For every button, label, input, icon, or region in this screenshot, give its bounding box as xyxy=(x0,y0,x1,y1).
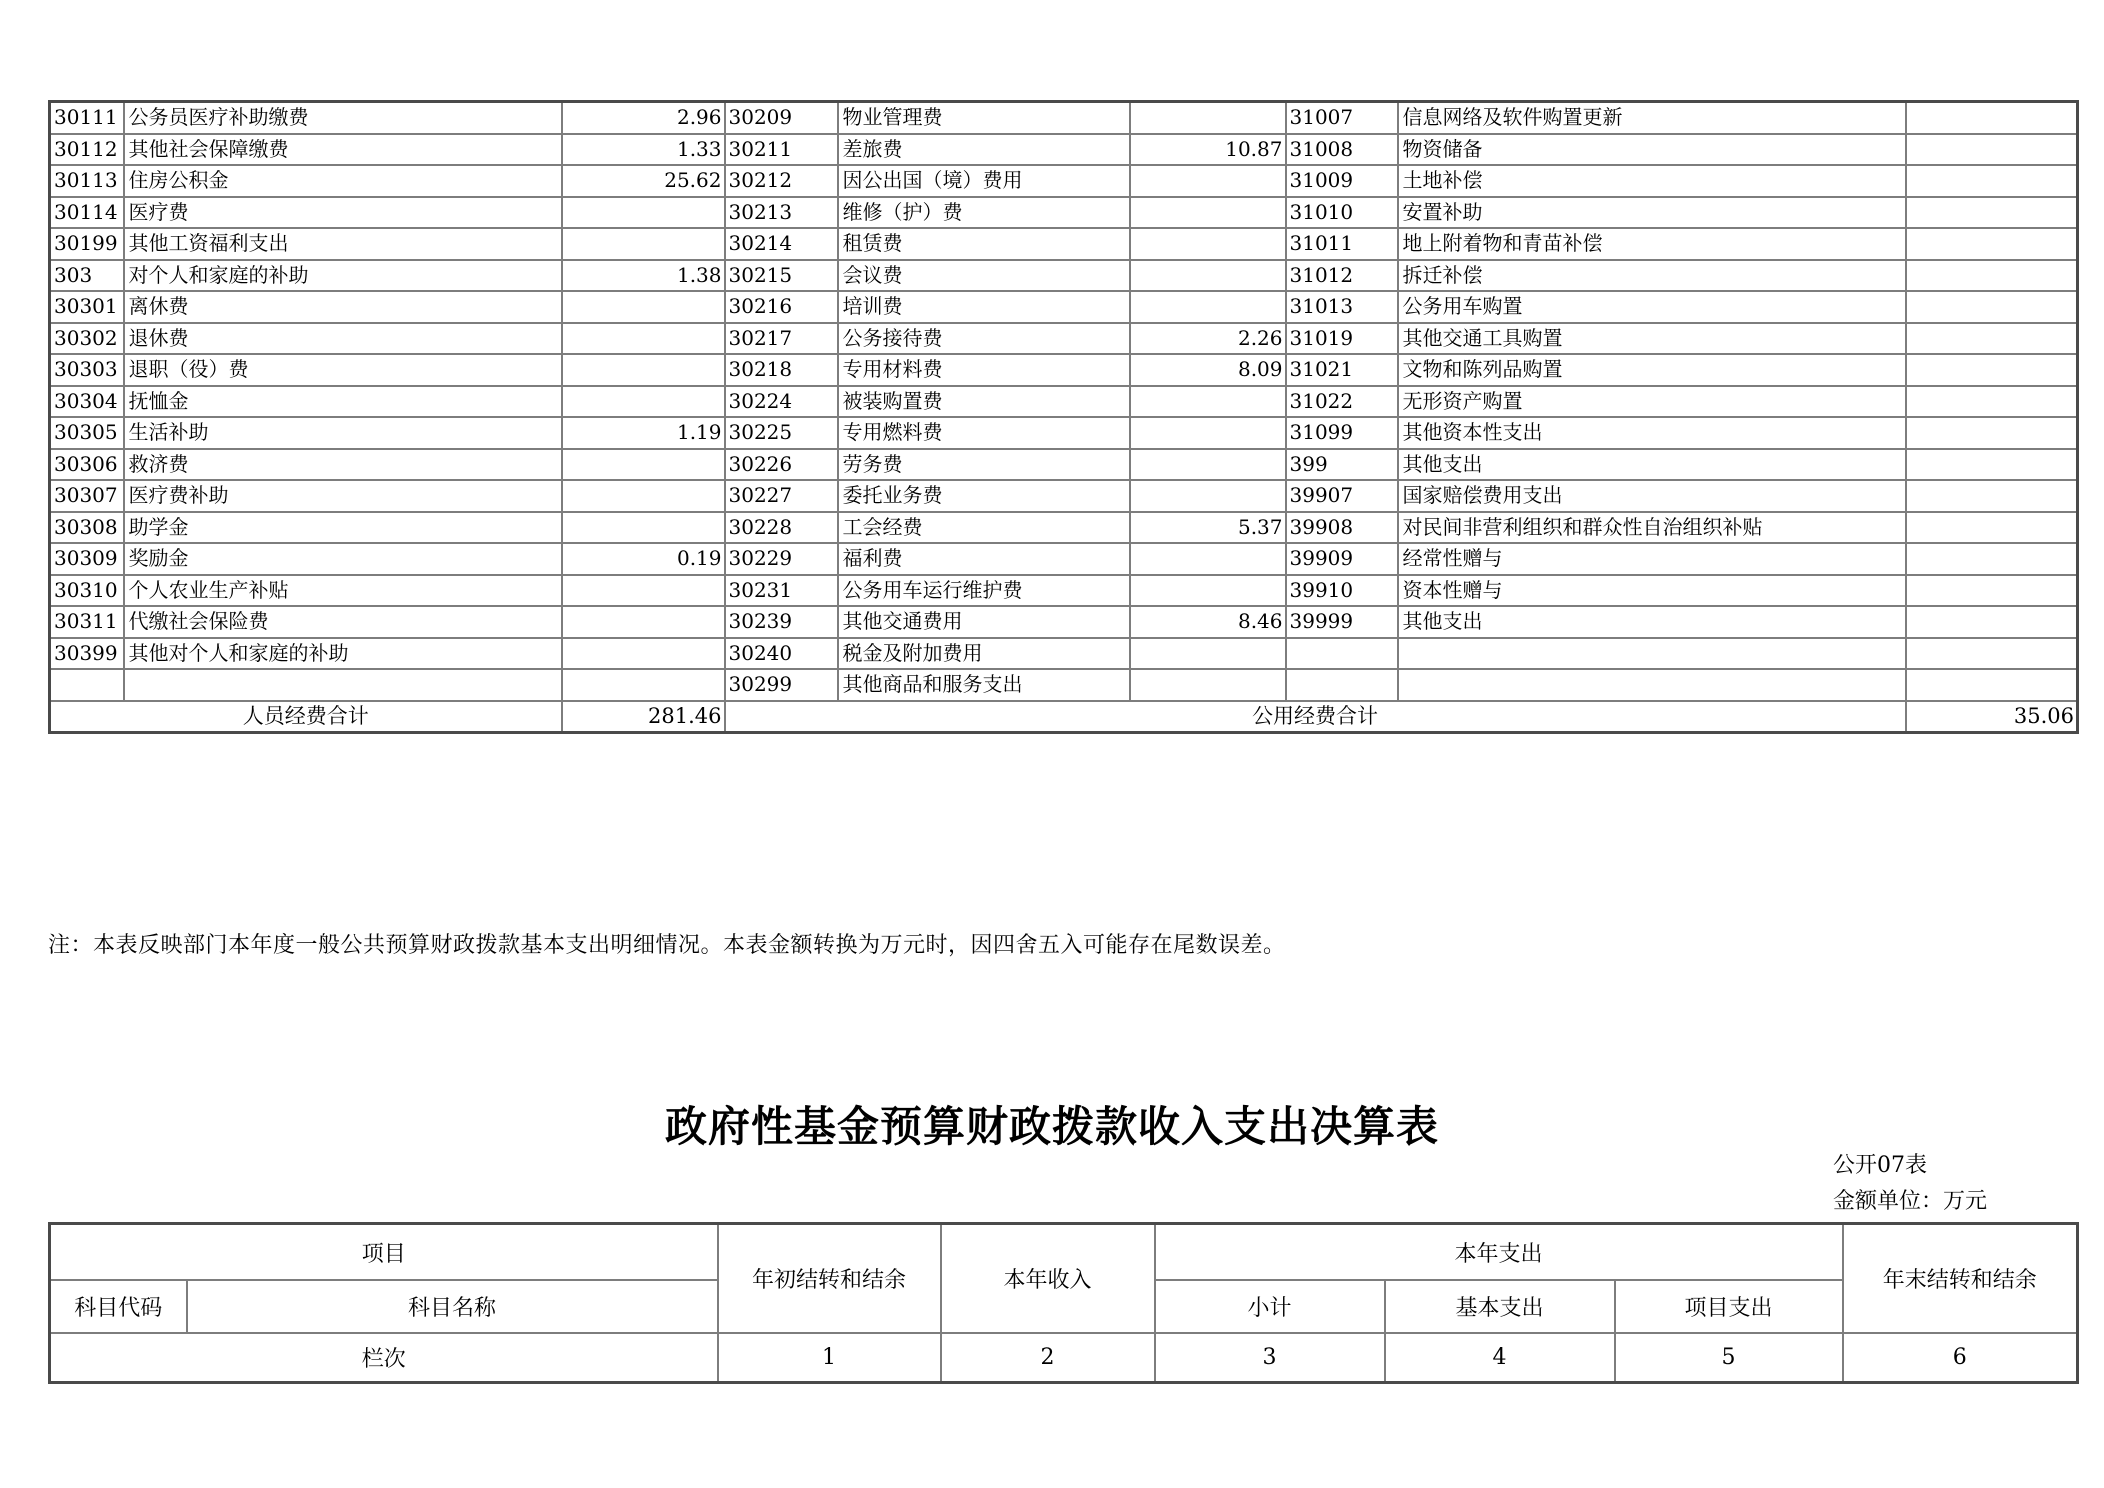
t1-amount-cell xyxy=(562,669,725,701)
table-row xyxy=(50,417,2078,449)
t1-amount-cell: 8.09 xyxy=(1130,354,1286,386)
t1-name-cell xyxy=(1398,669,1906,701)
t1-code-cell: 31008 xyxy=(1286,134,1398,166)
t1-code-cell: 30216 xyxy=(725,291,838,323)
t1-amount-cell xyxy=(562,449,725,481)
t1-name-cell: 其他社会保障缴费 xyxy=(124,134,562,166)
t1-code-cell: 39999 xyxy=(1286,606,1398,638)
t1-amount-cell xyxy=(562,512,725,544)
t1-amount-cell xyxy=(1130,165,1286,197)
project-expense-header: 项目支出 xyxy=(1615,1280,1843,1333)
t1-code-cell: 30299 xyxy=(725,669,838,701)
t1-code-cell: 30114 xyxy=(50,197,124,229)
t1-amount-cell xyxy=(562,197,725,229)
t1-amount-cell xyxy=(1130,197,1286,229)
t1-name-cell: 其他交通费用 xyxy=(838,606,1130,638)
t1-name-cell: 培训费 xyxy=(838,291,1130,323)
t1-name-cell: 其他交通工具购置 xyxy=(1398,323,1906,355)
public-total-value: 35.06 xyxy=(1906,701,2078,733)
t1-amount-cell: 2.26 xyxy=(1130,323,1286,355)
t1-code-cell: 30305 xyxy=(50,417,124,449)
t1-name-cell: 会议费 xyxy=(838,260,1130,292)
table-row xyxy=(50,102,2078,134)
t1-code-cell: 30307 xyxy=(50,480,124,512)
t1-name-cell: 国家赔偿费用支出 xyxy=(1398,480,1906,512)
t1-amount-cell: 8.46 xyxy=(1130,606,1286,638)
t1-name-cell: 劳务费 xyxy=(838,449,1130,481)
t1-code-cell: 30111 xyxy=(50,102,124,134)
t1-amount-cell xyxy=(1906,291,2078,323)
t1-name-cell: 其他资本性支出 xyxy=(1398,417,1906,449)
column-index-5: 5 xyxy=(1615,1333,1843,1383)
t1-code-cell: 31099 xyxy=(1286,417,1398,449)
t1-name-cell: 税金及附加费用 xyxy=(838,638,1130,670)
column-index-1: 1 xyxy=(718,1333,941,1383)
table2-meta xyxy=(1833,1148,1987,1220)
t1-code-cell: 30310 xyxy=(50,575,124,607)
t1-code-cell: 30215 xyxy=(725,260,838,292)
amount-unit-label: 金额单位：万元 xyxy=(1833,1189,1988,1214)
t1-code-cell: 30303 xyxy=(50,354,124,386)
column-index-4: 4 xyxy=(1385,1333,1615,1383)
t1-amount-cell xyxy=(1906,354,2078,386)
t1-code-cell: 30226 xyxy=(725,449,838,481)
t1-name-cell: 其他支出 xyxy=(1398,449,1906,481)
t1-code-cell: 31022 xyxy=(1286,386,1398,418)
t1-amount-cell xyxy=(1906,575,2078,607)
personnel-total-value: 281.46 xyxy=(562,701,725,733)
t1-code-cell: 30302 xyxy=(50,323,124,355)
t1-name-cell: 资本性赠与 xyxy=(1398,575,1906,607)
t1-name-cell: 安置补助 xyxy=(1398,197,1906,229)
t1-code-cell xyxy=(50,669,124,701)
t1-name-cell: 其他支出 xyxy=(1398,606,1906,638)
t1-name-cell: 经常性赠与 xyxy=(1398,543,1906,575)
t1-code-cell: 30209 xyxy=(725,102,838,134)
t1-name-cell: 委托业务费 xyxy=(838,480,1130,512)
t1-code-cell: 31012 xyxy=(1286,260,1398,292)
begin-balance-header: 年初结转和结余 xyxy=(718,1224,941,1334)
t1-amount-cell xyxy=(1906,102,2078,134)
t1-amount-cell xyxy=(1906,323,2078,355)
table-row xyxy=(50,669,2078,701)
t1-code-cell: 31009 xyxy=(1286,165,1398,197)
table-row xyxy=(50,386,2078,418)
t1-amount-cell: 1.19 xyxy=(562,417,725,449)
t1-code-cell: 399 xyxy=(1286,449,1398,481)
t1-amount-cell xyxy=(1130,417,1286,449)
t1-name-cell: 无形资产购置 xyxy=(1398,386,1906,418)
t1-amount-cell xyxy=(562,606,725,638)
t1-code-cell: 30229 xyxy=(725,543,838,575)
t1-code-cell: 31011 xyxy=(1286,228,1398,260)
table-row xyxy=(50,134,2078,166)
t1-amount-cell xyxy=(562,575,725,607)
t1-name-cell: 专用材料费 xyxy=(838,354,1130,386)
subject-name-header: 科目名称 xyxy=(187,1280,718,1333)
t1-amount-cell: 1.38 xyxy=(562,260,725,292)
t1-amount-cell xyxy=(1906,228,2078,260)
column-index-3: 3 xyxy=(1155,1333,1385,1383)
t1-amount-cell xyxy=(562,638,725,670)
project-header: 项目 xyxy=(50,1224,718,1281)
t1-amount-cell: 2.96 xyxy=(562,102,725,134)
t1-amount-cell xyxy=(1130,638,1286,670)
t1-name-cell: 差旅费 xyxy=(838,134,1130,166)
t1-code-cell: 30306 xyxy=(50,449,124,481)
t1-name-cell: 公务员医疗补助缴费 xyxy=(124,102,562,134)
t1-code-cell: 30239 xyxy=(725,606,838,638)
t1-name-cell: 医疗费补助 xyxy=(124,480,562,512)
t1-amount-cell xyxy=(1906,606,2078,638)
t1-amount-cell xyxy=(1906,197,2078,229)
t1-name-cell: 对个人和家庭的补助 xyxy=(124,260,562,292)
table-row xyxy=(50,354,2078,386)
t1-name-cell: 拆迁补偿 xyxy=(1398,260,1906,292)
totals-row xyxy=(50,701,2078,733)
t1-code-cell: 31019 xyxy=(1286,323,1398,355)
table-row xyxy=(50,575,2078,607)
sheet-number-label: 公开07表 xyxy=(1833,1153,1927,1178)
t1-code-cell: 30309 xyxy=(50,543,124,575)
t1-amount-cell xyxy=(1130,260,1286,292)
t1-amount-cell xyxy=(1130,291,1286,323)
t1-name-cell: 住房公积金 xyxy=(124,165,562,197)
subject-code-header: 科目代码 xyxy=(50,1280,187,1333)
table-row xyxy=(50,606,2078,638)
t1-name-cell: 离休费 xyxy=(124,291,562,323)
t1-code-cell: 30213 xyxy=(725,197,838,229)
t1-code-cell: 39910 xyxy=(1286,575,1398,607)
basic-expenditure-detail-table xyxy=(48,100,2079,734)
t1-name-cell: 其他工资福利支出 xyxy=(124,228,562,260)
t1-code-cell: 30214 xyxy=(725,228,838,260)
t1-name-cell: 福利费 xyxy=(838,543,1130,575)
t1-code-cell: 39909 xyxy=(1286,543,1398,575)
t1-code-cell: 30211 xyxy=(725,134,838,166)
table-row xyxy=(50,638,2078,670)
t1-code-cell: 30218 xyxy=(725,354,838,386)
t1-name-cell: 代缴社会保险费 xyxy=(124,606,562,638)
basic-expense-header: 基本支出 xyxy=(1385,1280,1615,1333)
t1-name-cell: 被装购置费 xyxy=(838,386,1130,418)
header-row-1 xyxy=(50,1224,2078,1281)
t1-name-cell: 公务用车运行维护费 xyxy=(838,575,1130,607)
t1-name-cell: 租赁费 xyxy=(838,228,1130,260)
t1-code-cell: 39908 xyxy=(1286,512,1398,544)
t1-name-cell: 地上附着物和青苗补偿 xyxy=(1398,228,1906,260)
t1-name-cell: 个人农业生产补贴 xyxy=(124,575,562,607)
table2-title: 政府性基金预算财政拨款收入支出决算表 xyxy=(664,1102,1439,1151)
t1-name-cell xyxy=(1398,638,1906,670)
t1-code-cell: 31010 xyxy=(1286,197,1398,229)
t1-code-cell: 31007 xyxy=(1286,102,1398,134)
t1-name-cell: 专用燃料费 xyxy=(838,417,1130,449)
t1-amount-cell xyxy=(562,354,725,386)
table-row xyxy=(50,480,2078,512)
t1-amount-cell xyxy=(1906,134,2078,166)
t1-code-cell: 30225 xyxy=(725,417,838,449)
t1-amount-cell xyxy=(562,480,725,512)
t1-name-cell: 退休费 xyxy=(124,323,562,355)
year-income-header: 本年收入 xyxy=(941,1224,1155,1334)
t1-code-cell: 30308 xyxy=(50,512,124,544)
table-row xyxy=(50,291,2078,323)
t1-code-cell: 30231 xyxy=(725,575,838,607)
t1-name-cell: 奖励金 xyxy=(124,543,562,575)
t1-amount-cell xyxy=(1130,228,1286,260)
t1-code-cell: 30113 xyxy=(50,165,124,197)
t1-amount-cell xyxy=(1130,575,1286,607)
t1-name-cell: 文物和陈列品购置 xyxy=(1398,354,1906,386)
column-index-2: 2 xyxy=(941,1333,1155,1383)
t1-amount-cell xyxy=(1906,417,2078,449)
t1-name-cell: 抚恤金 xyxy=(124,386,562,418)
subtotal-header: 小计 xyxy=(1155,1280,1385,1333)
t1-amount-cell xyxy=(1906,638,2078,670)
t1-amount-cell xyxy=(1130,543,1286,575)
t1-code-cell: 30301 xyxy=(50,291,124,323)
t1-code-cell: 30304 xyxy=(50,386,124,418)
t1-amount-cell: 25.62 xyxy=(562,165,725,197)
t1-name-cell: 救济费 xyxy=(124,449,562,481)
public-total-label: 公用经费合计 xyxy=(725,701,1906,733)
t1-code-cell: 31021 xyxy=(1286,354,1398,386)
t1-name-cell: 退职（役）费 xyxy=(124,354,562,386)
table-row xyxy=(50,197,2078,229)
t1-amount-cell xyxy=(1906,260,2078,292)
t1-code-cell xyxy=(1286,638,1398,670)
t1-name-cell: 维修（护）费 xyxy=(838,197,1130,229)
t1-code-cell xyxy=(1286,669,1398,701)
t1-code-cell: 30112 xyxy=(50,134,124,166)
t1-amount-cell: 1.33 xyxy=(562,134,725,166)
t1-code-cell: 30228 xyxy=(725,512,838,544)
t1-code-cell: 30212 xyxy=(725,165,838,197)
t1-name-cell: 因公出国（境）费用 xyxy=(838,165,1130,197)
t1-amount-cell xyxy=(1130,449,1286,481)
t1-code-cell: 30199 xyxy=(50,228,124,260)
table-row xyxy=(50,260,2078,292)
t1-amount-cell: 0.19 xyxy=(562,543,725,575)
t1-name-cell: 医疗费 xyxy=(124,197,562,229)
t1-amount-cell xyxy=(562,323,725,355)
column-index-label: 栏次 xyxy=(50,1333,718,1383)
t1-amount-cell xyxy=(1906,669,2078,701)
column-index-row xyxy=(50,1333,2078,1383)
t1-name-cell: 助学金 xyxy=(124,512,562,544)
t1-name-cell: 其他对个人和家庭的补助 xyxy=(124,638,562,670)
t1-name-cell: 对民间非营利组织和群众性自治组织补贴 xyxy=(1398,512,1906,544)
t1-code-cell: 30399 xyxy=(50,638,124,670)
t1-amount-cell xyxy=(1906,386,2078,418)
year-expense-header: 本年支出 xyxy=(1155,1224,1843,1281)
t1-name-cell: 公务用车购置 xyxy=(1398,291,1906,323)
table-row xyxy=(50,543,2078,575)
column-index-6: 6 xyxy=(1843,1333,2078,1383)
t1-name-cell: 其他商品和服务支出 xyxy=(838,669,1130,701)
t1-code-cell: 30227 xyxy=(725,480,838,512)
t1-amount-cell xyxy=(1130,480,1286,512)
fund-budget-table xyxy=(48,1222,2079,1384)
table-row xyxy=(50,165,2078,197)
t1-name-cell xyxy=(124,669,562,701)
t1-code-cell: 39907 xyxy=(1286,480,1398,512)
table-body xyxy=(50,102,2078,701)
t1-name-cell: 工会经费 xyxy=(838,512,1130,544)
table-row xyxy=(50,512,2078,544)
t1-code-cell: 30217 xyxy=(725,323,838,355)
t1-name-cell: 公务接待费 xyxy=(838,323,1130,355)
personnel-total-label: 人员经费合计 xyxy=(50,701,562,733)
t1-amount-cell xyxy=(1906,480,2078,512)
t1-name-cell: 物业管理费 xyxy=(838,102,1130,134)
t1-amount-cell xyxy=(1130,386,1286,418)
table-note: 注：本表反映部门本年度一般公共预算财政拨款基本支出明细情况。本表金额转换为万元时，因四舍五入可能存在尾数误差。 xyxy=(48,933,1286,958)
table-row xyxy=(50,449,2078,481)
t1-code-cell: 30311 xyxy=(50,606,124,638)
t1-code-cell: 303 xyxy=(50,260,124,292)
t1-name-cell: 土地补偿 xyxy=(1398,165,1906,197)
t1-amount-cell xyxy=(562,228,725,260)
t1-amount-cell: 10.87 xyxy=(1130,134,1286,166)
t1-name-cell: 物资储备 xyxy=(1398,134,1906,166)
end-balance-header: 年末结转和结余 xyxy=(1843,1224,2078,1334)
t1-code-cell: 31013 xyxy=(1286,291,1398,323)
t1-amount-cell xyxy=(1906,449,2078,481)
t1-name-cell: 信息网络及软件购置更新 xyxy=(1398,102,1906,134)
t1-amount-cell xyxy=(562,386,725,418)
t1-amount-cell xyxy=(1906,165,2078,197)
t1-code-cell: 30224 xyxy=(725,386,838,418)
t1-amount-cell xyxy=(1130,102,1286,134)
t1-amount-cell xyxy=(1130,669,1286,701)
t1-amount-cell: 5.37 xyxy=(1130,512,1286,544)
t1-code-cell: 30240 xyxy=(725,638,838,670)
table-row xyxy=(50,323,2078,355)
table-row xyxy=(50,228,2078,260)
t1-name-cell: 生活补助 xyxy=(124,417,562,449)
t1-amount-cell xyxy=(562,291,725,323)
t1-amount-cell xyxy=(1906,512,2078,544)
t1-amount-cell xyxy=(1906,543,2078,575)
